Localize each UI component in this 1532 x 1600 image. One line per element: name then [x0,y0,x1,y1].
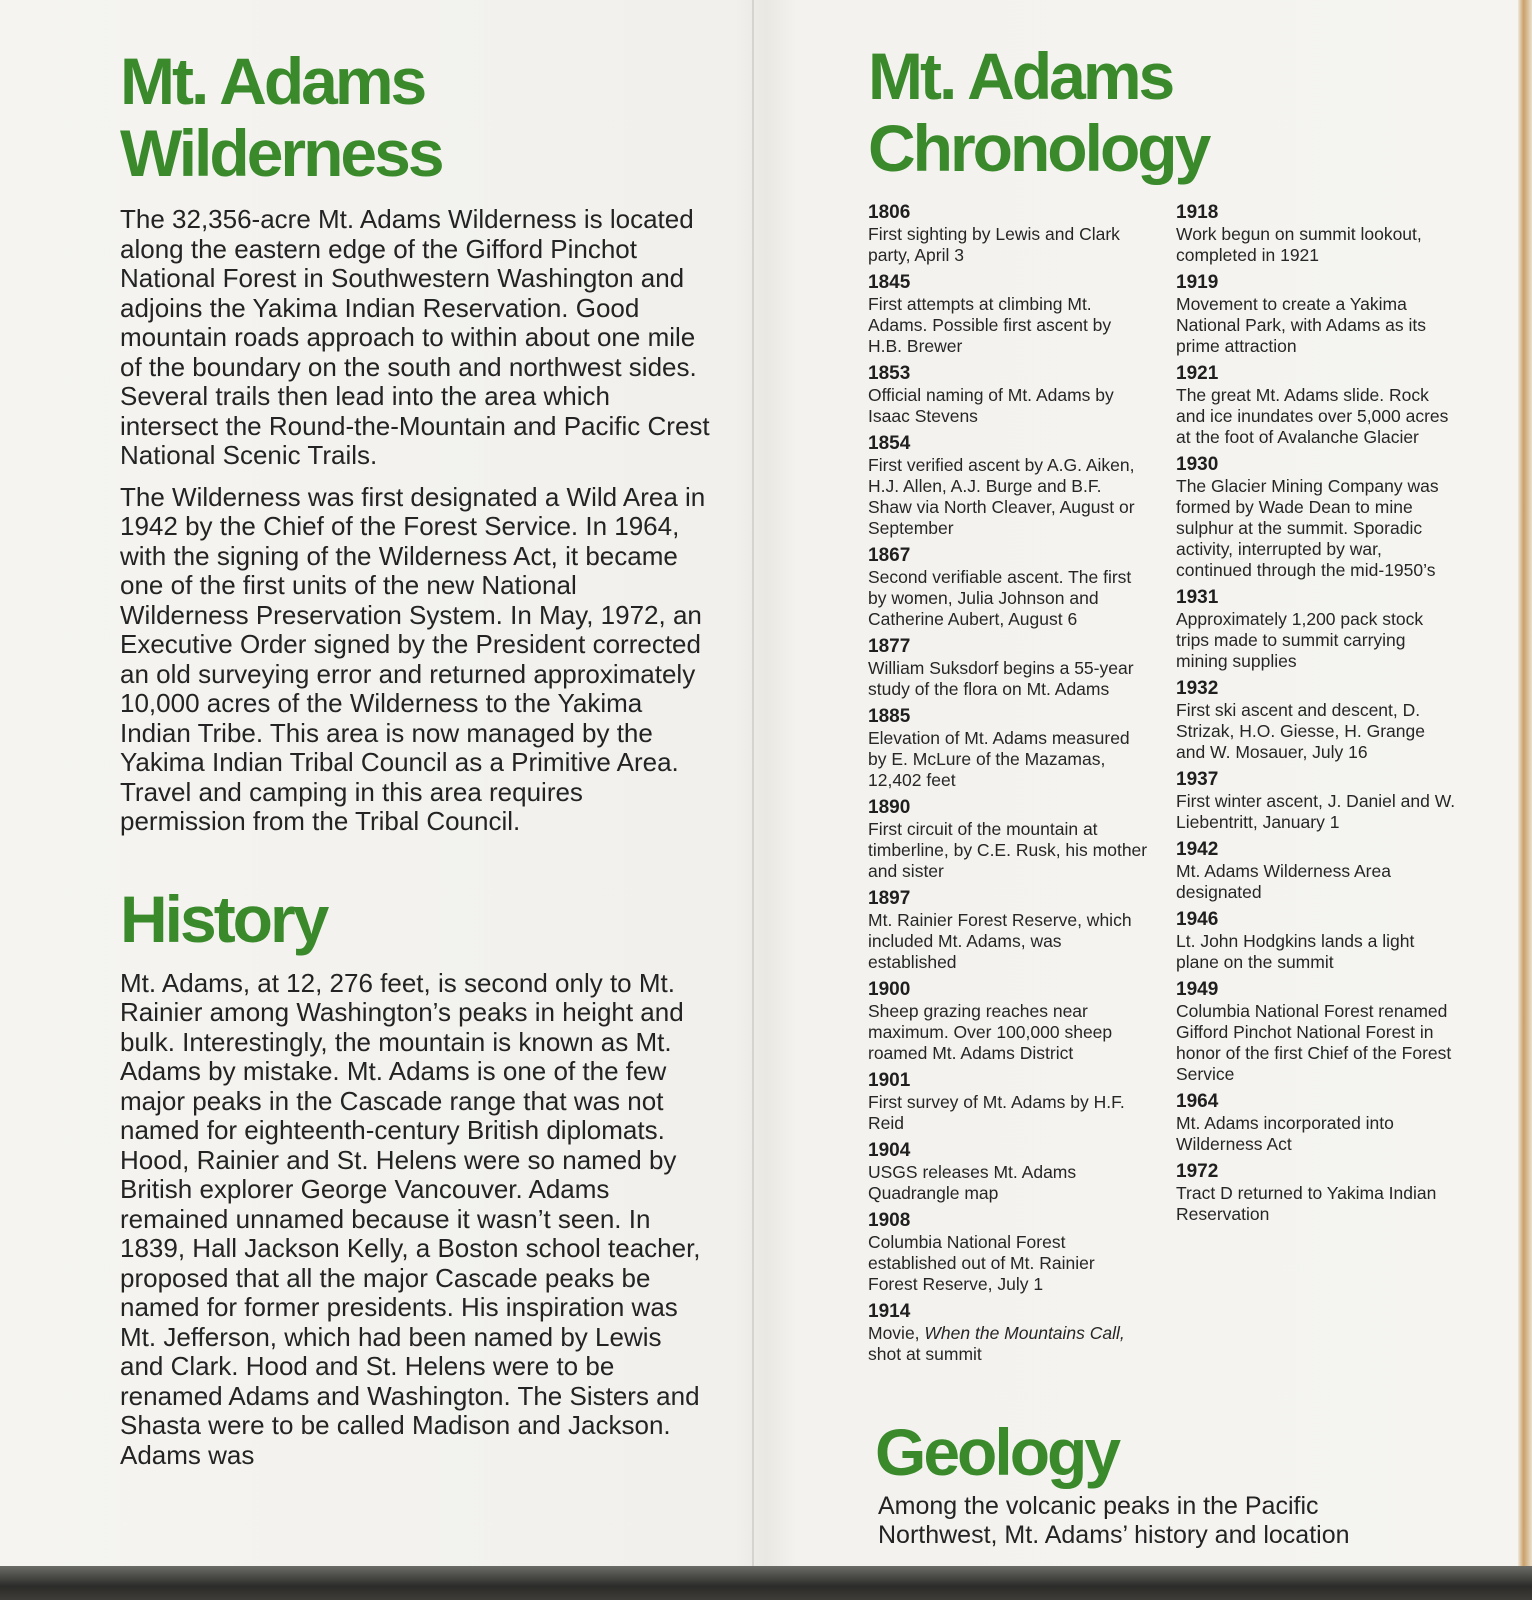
chronology-entry [1176,587,1456,672]
chronology-year: 1908 [868,1210,911,1231]
chronology-year: 1806 [868,202,911,223]
chronology-description: First circuit of the mountain at timberline, by C.E. Rusk, his mother and sister [868,819,1148,881]
page-edge-photo [1518,0,1532,1600]
chronology-year: 1904 [868,1140,911,1161]
chronology-description: Lt. John Hodgkins lands a light plane on the summit [1176,931,1415,972]
chronology-year: 1890 [868,797,911,818]
chronology-year: 1919 [1176,272,1219,293]
chronology-title-line1: Mt. Adams [868,39,1173,113]
chronology-year: 1931 [1176,587,1219,608]
chronology-entry [868,1210,1148,1295]
wilderness-paragraph-2: The Wilderness was first designated a Wild Area in 1942 by the Chief of the Forest Service. In 1964, with the signing of the Wilderness Act, it became one of the first units of the new National Wilderness Preservation System. In May, 1972, an Executive Order signed by the President corrected an old surveying error and returned approximately 10,000 acres of the Wilderness to the Yakima Indian Tribe. This area is now managed by the Yakima Indian Tribal Council as a Primitive Area. Travel and camping in this area requires permission from the Tribal Council. [120,481,706,836]
chronology-entry [1176,678,1456,763]
chronology-entry [1176,1161,1456,1225]
chronology-year: 1914 [868,1301,911,1322]
left-column [120,45,710,1470]
page-fold [752,0,754,1600]
chronology-description: The Glacier Mining Company was formed by Wade Dean to mine sulphur at the summit. Sporadic activity, interrupted by war, continued through the mid-1950’s [1176,476,1439,580]
chronology-entry [868,202,1148,266]
chronology-year: 1885 [868,706,911,727]
chronology-entry [868,797,1148,882]
right-column [868,40,1488,1371]
chronology-description: Movement to create a Yakima National Park, with Adams as its prime attraction [1176,294,1426,356]
chronology-year: 1946 [1176,909,1219,930]
chronology-description: First verified ascent by A.G. Aiken, H.J. Allen, A.J. Burge and B.F. Shaw via North Cleaver, August or September [868,455,1135,538]
chronology-entry [868,1070,1148,1134]
chronology-year: 1845 [868,272,911,293]
chronology-description: First ski ascent and descent, D. Strizak, H.O. Giesse, H. Grange and W. Mosauer, July 16 [1176,700,1425,762]
chronology-description: Sheep grazing reaches near maximum. Over 100,000 sheep roamed Mt. Adams District [868,1001,1113,1063]
chronology-year: 1854 [868,433,911,454]
chronology-entry [1176,1091,1456,1155]
chronology-description-suffix: shot at summit [868,1344,982,1364]
chronology-list [868,202,1488,1371]
chronology-description: First winter ascent, J. Daniel and W. Liebentritt, January 1 [1176,791,1456,832]
chronology-entry [1176,272,1456,357]
chronology-entry [1176,769,1456,833]
chronology-description-title: When the Mountains Call, [924,1323,1125,1343]
chronology-description: William Suksdorf begins a 55-year study of the flora on Mt. Adams [868,658,1134,699]
chronology-year: 1901 [868,1070,911,1091]
history-paragraph: Mt. Adams, at 12, 276 feet, is second only to Mt. Rainier among Washington’s peaks in height and bulk. Interestingly, the mountain is known as Mt. Adams by mistake. Mt. Adams is one of the few major peaks in the Cascade range that was not named for eighteenth-century British diplomats. Hood, Rainier and St. Helens were so named by British explorer George Vancouver. Adams remained unnamed because it wasn’t seen. In 1839, Hall Jackson Kelly, a Boston school teacher, proposed that all the major Cascade peaks be named for former presidents. His inspiration was Mt. Jefferson, which had been named by Lewis and Clark. Hood and St. Helens were to be renamed Adams and Washington. The Sisters and Shasta were to be called Madison and Jackson. Adams was [120,967,701,1470]
chronology-description: Approximately 1,200 pack stock trips made to summit carrying mining supplies [1176,609,1424,671]
chronology-year: 1972 [1176,1161,1219,1182]
chronology-entry [868,979,1148,1064]
chronology-year: 1930 [1176,454,1219,475]
chronology-description: Work begun on summit lookout, completed in 1921 [1176,224,1422,265]
chronology-description [868,1323,1148,1365]
chronology-entry [868,433,1148,539]
chronology-year: 1900 [868,979,911,1000]
chronology-title [868,40,1488,184]
chronology-title-line2: Chronology [868,111,1209,185]
chronology-entry [1176,839,1456,903]
chronology-description: Official naming of Mt. Adams by Isaac Stevens [868,385,1114,426]
chronology-column-2 [1176,202,1456,1371]
chronology-description: Mt. Adams Wilderness Area designated [1176,861,1391,902]
chronology-description: First survey of Mt. Adams by H.F. Reid [868,1092,1125,1133]
chronology-year: 1921 [1176,363,1219,384]
chronology-entry [868,888,1148,973]
chronology-description: Elevation of Mt. Adams measured by E. McLure of the Mazamas, 12,402 feet [868,728,1130,790]
chronology-year: 1949 [1176,979,1219,1000]
chronology-description: Mt. Adams incorporated into Wilderness Act [1176,1113,1394,1154]
bottom-photo-strip [0,1566,1532,1600]
chronology-entry [1176,909,1456,973]
chronology-year: 1853 [868,363,911,384]
chronology-description: Mt. Rainier Forest Reserve, which included Mt. Adams, was established [868,910,1132,972]
chronology-year: 1877 [868,636,911,657]
geology-title: Geology [875,1415,1119,1489]
chronology-entry [1176,202,1456,266]
wilderness-paragraph-1: The 32,356-acre Mt. Adams Wilderness is located along the eastern edge of the Gifford Pinchot National Forest in Southwestern Washington and adjoins the Yakima Indian Reservation. Good mountain roads approach to within about one mile of the boundary on the south and northwest sides. Several trails then lead into the area which intersect the Round-the-Mountain and Pacific Crest National Scenic Trails. [120,204,710,470]
wilderness-title [120,45,710,189]
chronology-year: 1942 [1176,839,1219,860]
history-title: History [120,881,327,956]
chronology-entry [868,363,1148,427]
chronology-entry [1176,979,1456,1085]
chronology-column-1 [868,202,1148,1371]
geology-paragraph: Among the volcanic peaks in the Pacific Northwest, Mt. Adams’ history and location [878,1492,1350,1549]
chronology-year: 1918 [1176,202,1219,223]
wilderness-title-line2: Wilderness [120,116,442,190]
chronology-year: 1964 [1176,1091,1219,1112]
chronology-description: The great Mt. Adams slide. Rock and ice inundates over 5,000 acres at the foot of Avalanche Glacier [1176,385,1449,447]
chronology-year: 1937 [1176,769,1219,790]
chronology-entry [868,272,1148,357]
chronology-description: USGS releases Mt. Adams Quadrangle map [868,1162,1077,1203]
chronology-description-prefix: Movie, [868,1323,925,1343]
chronology-entry [868,706,1148,791]
chronology-year: 1867 [868,545,911,566]
chronology-description: Second verifiable ascent. The first by women, Julia Johnson and Catherine Aubert, August 6 [868,567,1132,629]
chronology-entry [868,545,1148,630]
chronology-entry [868,1140,1148,1204]
chronology-entry [868,636,1148,700]
chronology-description: Columbia National Forest renamed Gifford Pinchot National Forest in honor of the first Chief of the Forest Service [1176,1001,1452,1084]
chronology-entry [868,1301,1148,1365]
chronology-entry [1176,363,1456,448]
chronology-description: Tract D returned to Yakima Indian Reservation [1176,1183,1437,1224]
chronology-entry [1176,454,1456,581]
chronology-description: First attempts at climbing Mt. Adams. Possible first ascent by H.B. Brewer [868,294,1112,356]
chronology-year: 1932 [1176,678,1219,699]
chronology-description: First sighting by Lewis and Clark party, April 3 [868,224,1120,265]
wilderness-title-line1: Mt. Adams [120,44,425,118]
chronology-description: Columbia National Forest established out of Mt. Rainier Forest Reserve, July 1 [868,1232,1095,1294]
chronology-year: 1897 [868,888,911,909]
